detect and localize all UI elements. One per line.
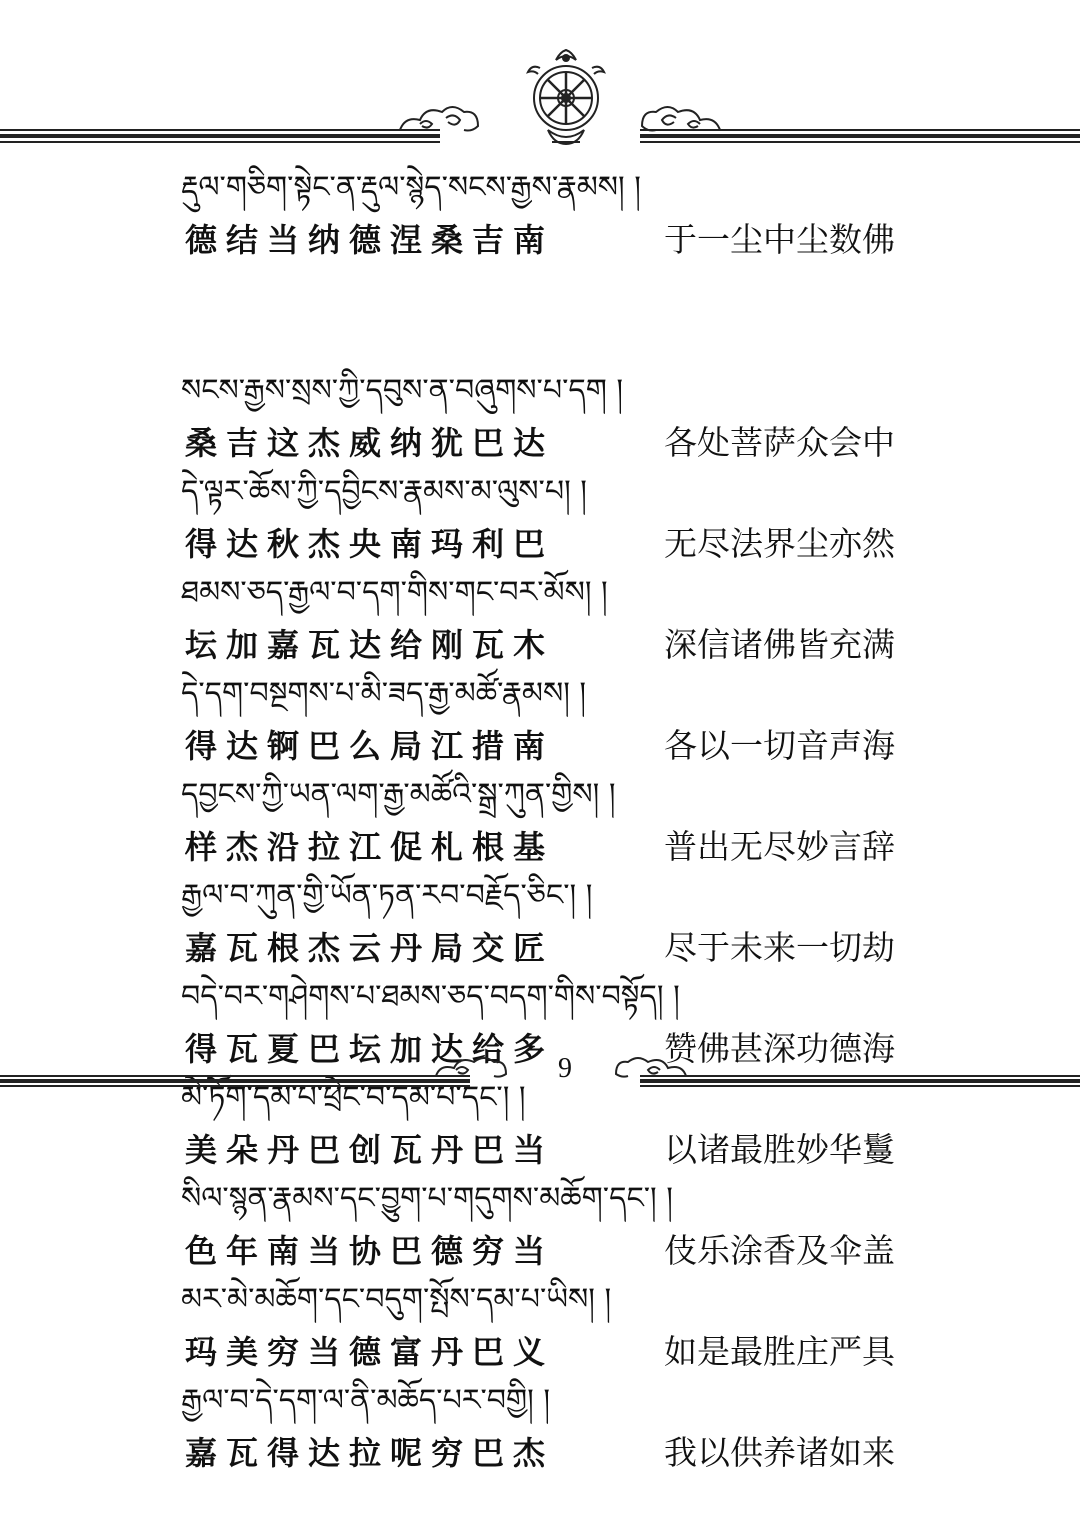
tibetan-line: རྡུལ་གཅིག་སྟེང་ན་རྡུལ་སྙེད་སངས་རྒྱས་རྣམས། །	[181, 170, 641, 205]
translation: 各处菩萨众会中	[664, 423, 895, 462]
transliteration: 得达锕巴么局江措南	[185, 727, 555, 765]
translation: 无尽法界尘亦然	[664, 524, 895, 563]
verse	[181, 1171, 905, 1272]
tibetan-line: མར་མེ་མཆོག་དང་བདུག་སྤོས་དམ་པ་ཡིས། །	[181, 1282, 612, 1317]
translation: 于一尘中尘数佛	[664, 220, 895, 259]
tibetan-line: རྒྱལ་བ་དེ་དག་ལ་ནི་མཆོད་པར་བགྱི། །	[181, 1383, 550, 1418]
transliteration: 桑吉这杰威纳犹巴达	[185, 424, 555, 462]
translation: 伎乐涂香及伞盖	[664, 1231, 895, 1270]
transliteration: 坛加嘉瓦达给刚瓦木	[185, 626, 555, 664]
tibetan-line: སིལ་སྙན་རྣམས་དང་བྱུག་པ་གདུགས་མཆོག་དང་། །	[181, 1181, 673, 1216]
tibetan-line: རྒྱལ་བ་ཀུན་གྱི་ཡོན་ཏན་རབ་བརྗོད་ཅིང་། །	[181, 878, 593, 913]
translation: 深信诸佛皆充满	[664, 625, 895, 664]
verse	[181, 1373, 905, 1474]
page-number: 9	[558, 1053, 572, 1084]
translation: 各以一切音声海	[664, 726, 895, 765]
verse-list	[181, 160, 905, 1474]
transliteration: 样杰沿拉江促札根基	[185, 828, 555, 866]
verse	[181, 666, 905, 767]
transliteration: 嘉瓦根杰云丹局交匠	[185, 929, 555, 967]
transliteration: 嘉瓦得达拉呢穷巴杰	[185, 1434, 555, 1472]
verse	[181, 767, 905, 868]
verse	[181, 868, 905, 969]
translation: 以诸最胜妙华鬘	[664, 1130, 895, 1169]
translation: 赞佛甚深功德海	[664, 1029, 895, 1068]
verse	[181, 160, 905, 363]
tibetan-line: དེ་ལྟར་ཆོས་ཀྱི་དབྱིངས་རྣམས་མ་ལུས་པ། །	[181, 474, 587, 509]
tibetan-line: དབྱངས་ཀྱི་ཡན་ལག་རྒྱ་མཚོའི་སྒྲ་ཀུན་གྱིས། །	[181, 777, 616, 812]
verse	[181, 464, 905, 565]
header-ornament	[0, 0, 1080, 160]
translation: 尽于未来一切劫	[664, 928, 895, 967]
tibetan-line: མེ་ཏོག་དམ་པ་ཕྲེང་བ་དམ་པ་དང་། །	[181, 1080, 526, 1115]
verse	[181, 565, 905, 666]
tibetan-line: སངས་རྒྱས་སྲས་ཀྱི་དབུས་ན་བཞུགས་པ་དག །	[181, 373, 624, 408]
verse	[181, 363, 905, 464]
transliteration: 色年南当协巴德穷当	[185, 1232, 555, 1270]
translation: 普出无尽妙言辞	[664, 827, 895, 866]
tibetan-line: བདེ་བར་གཤེགས་པ་ཐམས་ཅད་བདག་གིས་བསྟོད། །	[181, 979, 680, 1014]
translation: 我以供养诸如来	[664, 1433, 895, 1472]
transliteration: 得瓦夏巴坛加达给多	[185, 1030, 555, 1068]
transliteration: 得达秋杰央南玛利巴	[185, 525, 555, 563]
tibetan-line: དེ་དག་བསྔགས་པ་མི་ཟད་རྒྱ་མཚོ་རྣམས། །	[181, 676, 587, 711]
dharma-wheel-icon	[528, 50, 604, 144]
transliteration: 德结当纳德涅桑吉南	[185, 221, 555, 259]
translation: 如是最胜庄严具	[664, 1332, 895, 1371]
transliteration: 玛美穷当德富丹巴义	[185, 1333, 555, 1371]
transliteration: 美朵丹巴创瓦丹巴当	[185, 1131, 555, 1169]
verse	[181, 1272, 905, 1373]
tibetan-line: ཐམས་ཅད་རྒྱལ་བ་དག་གིས་གང་བར་མོས། །	[181, 575, 608, 610]
